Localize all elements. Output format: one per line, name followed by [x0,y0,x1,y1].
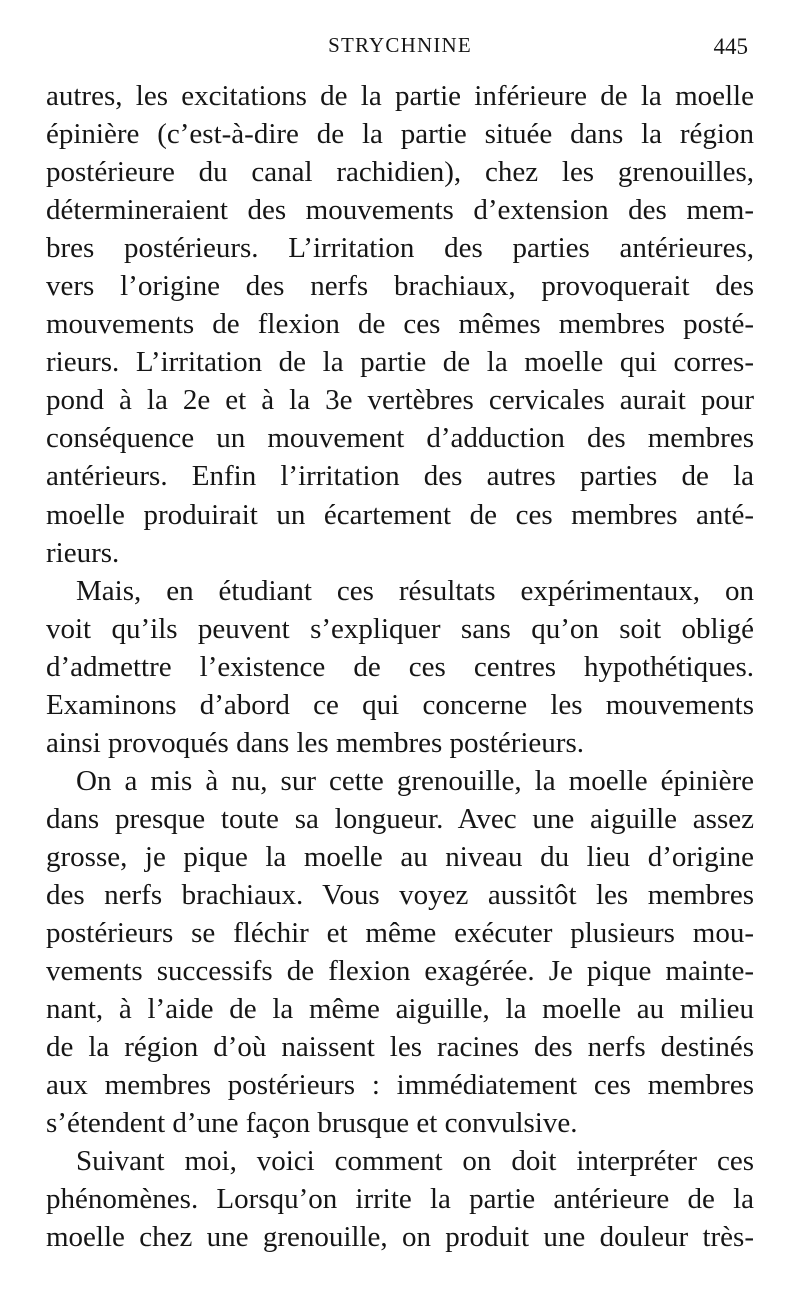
text-line: vers l’origine des nerfs brachiaux, provoquerait des [46,270,754,303]
text-line: grosse, je pique la moelle au niveau du lieu d’origine [46,840,754,873]
paragraph-2 [46,572,754,762]
text-line: des nerfs brachiaux. Vous voyez aussitôt les membres [46,878,754,911]
page-header [46,24,754,66]
text-line: moelle chez une grenouille, on produit une douleur très- [46,1221,754,1254]
text-line: vements successifs de flexion exagérée. Je pique mainte- [46,955,754,988]
text-line: rieurs. [46,536,120,569]
text-line: antérieurs. Enfin l’irritation des autres parties de la [46,460,754,493]
text-line: détermineraient des mouvements d’extension des mem- [46,194,754,227]
text-line: conséquence un mouvement d’adduction des membres [46,422,754,455]
text-line: de la région d’où naissent les racines des nerfs destinés [46,1031,754,1064]
text-line: moelle produirait un écartement de ces membres anté- [46,498,754,531]
text-line: rieurs. L’irritation de la partie de la moelle qui corres- [46,346,754,379]
paragraph-1 [46,77,754,572]
text-line: s’étendent d’une façon brusque et convulsive. [46,1107,578,1140]
text-line: Suivant moi, voici comment on doit interpréter ces [76,1145,754,1178]
text-line: autres, les excitations de la partie inférieure de la moelle [46,80,754,112]
paragraph-4 [46,1142,754,1256]
running-head: STRYCHNINE [328,33,472,57]
text-line: dans presque toute sa longueur. Avec une aiguille assez [46,802,754,835]
text-line: Mais, en étudiant ces résultats expérimentaux, on [76,574,754,607]
text-line: nant, à l’aide de la même aiguille, la moelle au milieu [46,993,754,1026]
text-line: mouvements de flexion de ces mêmes membres posté- [46,308,754,341]
text-line: postérieurs se fléchir et même exécuter plusieurs mou- [46,917,754,950]
text-line: voit qu’ils peuvent s’expliquer sans qu’on soit obligé [46,612,754,645]
text-line: On a mis à nu, sur cette grenouille, la moelle épinière [76,764,754,797]
text-line: bres postérieurs. L’irritation des parties antérieures, [46,232,754,265]
page-number: 445 [713,34,748,59]
text-line: Examinons d’abord ce qui concerne les mouvements [46,688,754,721]
text-line: pond à la 2e et à la 3e vertèbres cervicales aurait pour [46,384,754,417]
text-line: épinière (c’est-à-dire de la partie située dans la région [46,118,754,151]
text-line: d’admettre l’existence de ces centres hypothétiques. [46,650,754,683]
text-line: phénomènes. Lorsqu’on irrite la partie antérieure de la [46,1183,754,1216]
body-text [46,77,754,1256]
text-line: ainsi provoqués dans les membres postérieurs. [46,726,585,759]
text-line: aux membres postérieurs : immédiatement ces membres [46,1069,754,1102]
paragraph-3 [46,762,754,1142]
text-line: postérieure du canal rachidien), chez les grenouilles, [46,156,754,189]
